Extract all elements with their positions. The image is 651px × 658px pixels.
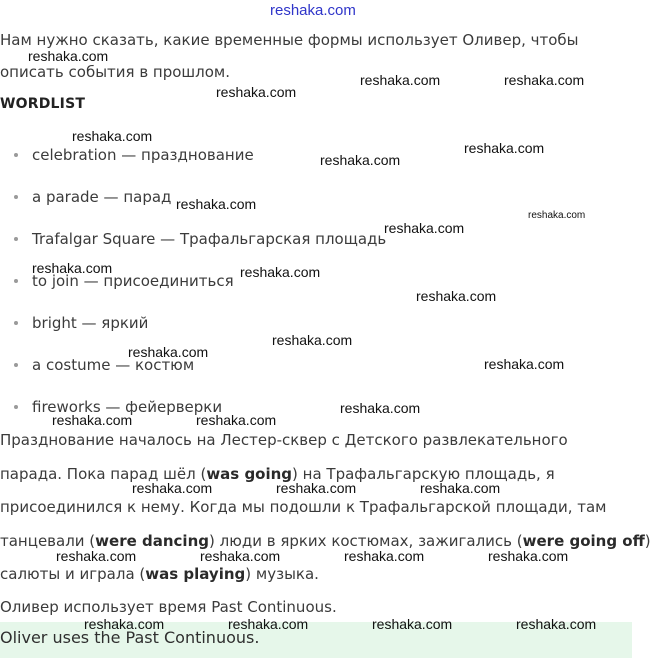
bullet-icon	[14, 405, 18, 409]
bullet-icon	[14, 279, 18, 283]
watermark: reshaka.com	[72, 128, 153, 144]
watermark: reshaka.com	[344, 548, 425, 564]
watermark: reshaka.com	[56, 548, 137, 564]
wordlist-item: Trafalgar Square — Трафальгарская площадь	[14, 230, 386, 248]
bullet-icon	[14, 153, 18, 157]
top-watermark: reshaka.com	[270, 2, 356, 19]
watermark: reshaka.com	[340, 400, 421, 416]
wordlist-item: a costume — костюм	[14, 356, 194, 374]
watermark: reshaka.com	[272, 332, 353, 348]
conclusion-ru: Оливер использует время Past Continuous.	[0, 598, 337, 616]
watermark: reshaka.com	[32, 260, 113, 276]
watermark: reshaka.com	[320, 152, 401, 168]
intro-line-1: Нам нужно сказать, какие временные формы использует Оливер, чтобы	[0, 31, 579, 49]
watermark: reshaka.com	[372, 616, 453, 632]
watermark: reshaka.com	[484, 356, 565, 372]
bullet-icon	[14, 321, 18, 325]
watermark: reshaka.com	[196, 412, 277, 428]
watermark: reshaka.com	[216, 84, 297, 100]
watermark: reshaka.com	[52, 412, 133, 428]
bullet-icon	[14, 195, 18, 199]
conclusion-en: Oliver uses the Past Continuous.	[0, 628, 260, 647]
wordlist-item: bright — яркий	[14, 314, 148, 332]
watermark: reshaka.com	[228, 616, 309, 632]
watermark: reshaka.com	[360, 72, 441, 88]
wordlist-item: to join — присоединиться	[14, 272, 234, 290]
watermark: reshaka.com	[128, 344, 209, 360]
paragraph-line-5: салюты и играла (was playing) музыка.	[0, 565, 319, 583]
paragraph-line-4: танцевали (were dancing) люди в ярких костюмах, зажигались (were going off)	[0, 532, 651, 550]
wordlist-heading: WORDLIST	[0, 96, 86, 112]
bullet-icon	[14, 237, 18, 241]
watermark: reshaka.com	[488, 548, 569, 564]
watermark: reshaka.com	[276, 480, 357, 496]
bullet-icon	[14, 363, 18, 367]
watermark: reshaka.com	[176, 196, 257, 212]
watermark: reshaka.com	[528, 210, 586, 221]
watermark: reshaka.com	[516, 616, 597, 632]
paragraph-line-1: Празднование началось на Лестер-сквер с Детского развлекательного	[0, 431, 568, 449]
watermark: reshaka.com	[504, 72, 585, 88]
watermark: reshaka.com	[420, 480, 501, 496]
wordlist-item: celebration — празднование	[14, 146, 254, 164]
watermark: reshaka.com	[384, 220, 465, 236]
watermark: reshaka.com	[200, 548, 281, 564]
wordlist-item: fireworks — фейерверки	[14, 398, 222, 416]
watermark: reshaka.com	[28, 48, 109, 64]
wordlist-item: a parade — парад	[14, 188, 171, 206]
paragraph-line-3: присоединился к нему. Когда мы подошли к Трафальгарской площади, там	[0, 498, 607, 516]
intro-line-2: описать события в прошлом.	[0, 63, 231, 81]
watermark: reshaka.com	[240, 264, 321, 280]
watermark: reshaka.com	[132, 480, 213, 496]
watermark: reshaka.com	[416, 288, 497, 304]
watermark: reshaka.com	[84, 616, 165, 632]
watermark: reshaka.com	[464, 140, 545, 156]
paragraph-line-2: парада. Пока парад шёл (was going) на Трафальгарскую площадь, я	[0, 465, 555, 483]
